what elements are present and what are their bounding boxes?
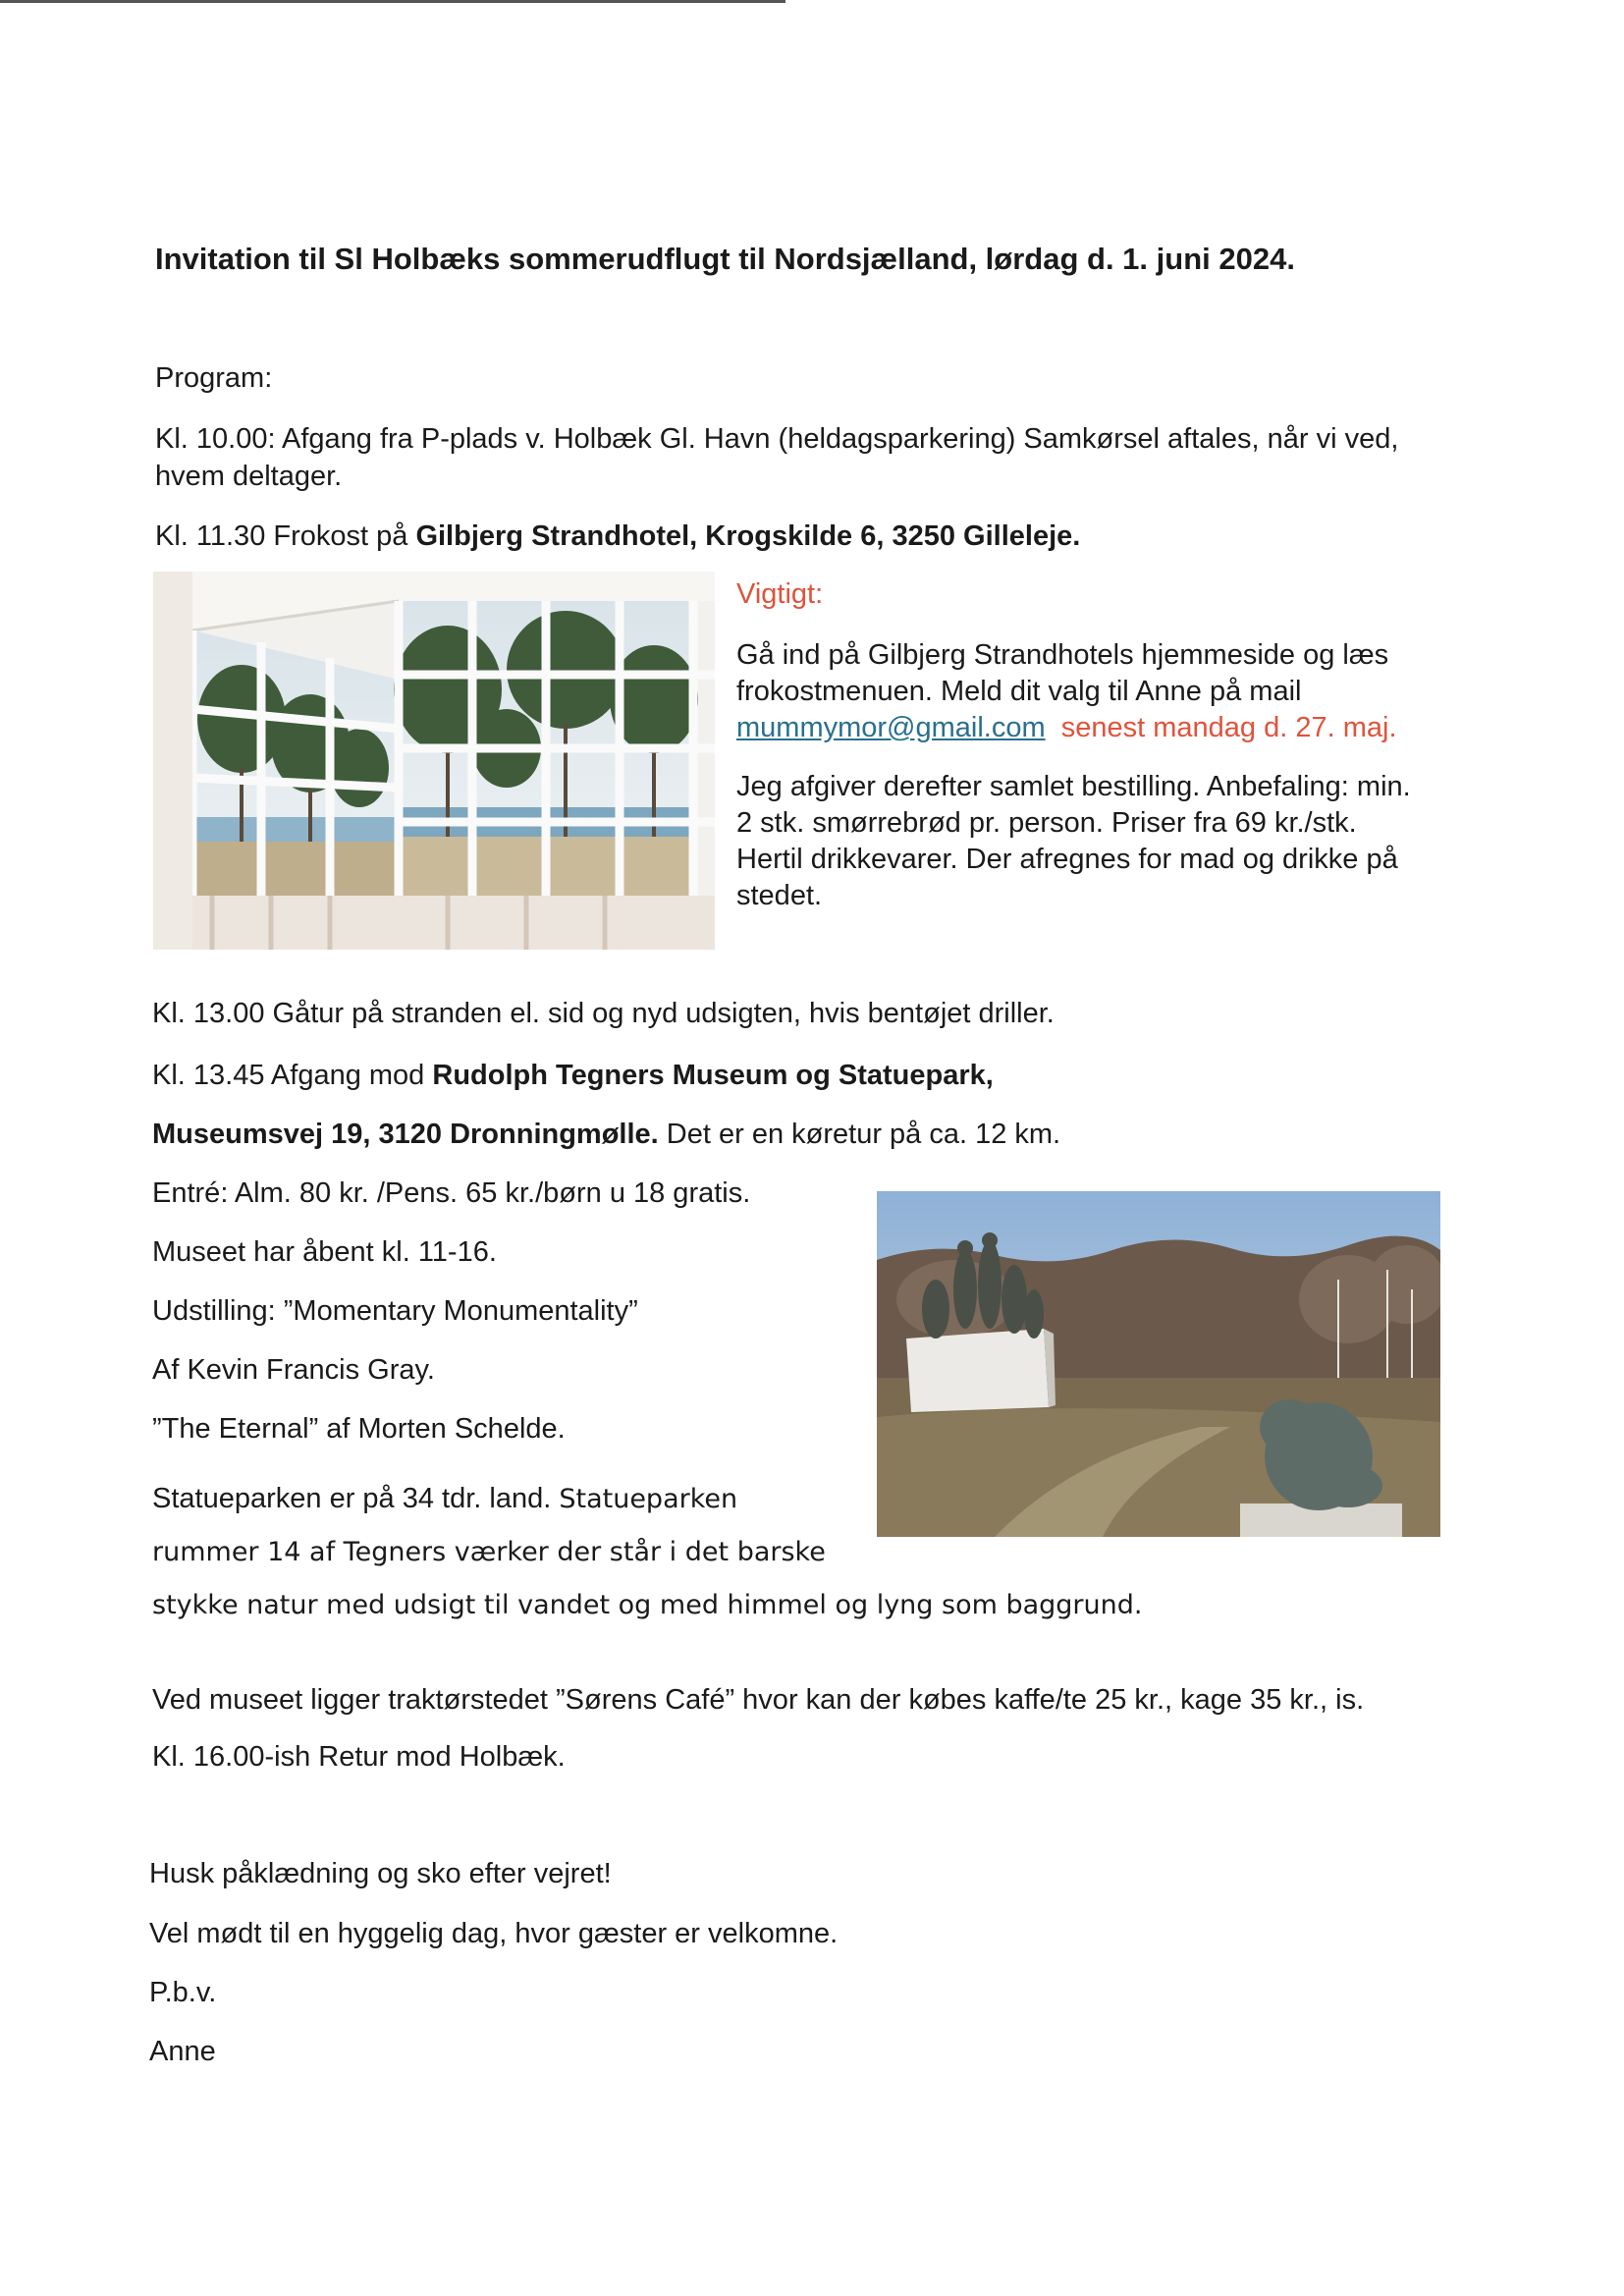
park-description-start: Statueparken [559, 1484, 738, 1514]
page-title: Invitation til Sl Holbæks sommerudflugt til Nordsjælland, lørdag d. 1. juni 2024. [155, 242, 1295, 276]
cafe-info: Ved museet ligger traktørstedet ”Sørens Café” hvor kan der købes kaffe/te 25 kr., kage 35 kr., is. [152, 1684, 1365, 1716]
museum-departure-prefix: Kl. 13.45 Afgang mod [152, 1060, 433, 1091]
clothing-reminder: Husk påklædning og sko efter vejret! [149, 1858, 612, 1889]
program-label: Program: [155, 362, 273, 394]
scan-edge-line [0, 0, 785, 3]
park-description-line2: rummer 14 af Tegners værker der står i det barske [152, 1537, 826, 1567]
order-line4: stedet. [736, 880, 823, 911]
item-museum-departure [152, 1057, 994, 1094]
signature-name: Anne [149, 2036, 216, 2067]
pbv-line: P.b.v. [149, 1977, 217, 2008]
museum-drive: Det er en køretur på ca. 12 km. [658, 1119, 1061, 1150]
museum-address: Museumsvej 19, 3120 Dronningmølle. [152, 1119, 659, 1150]
museum-address-line [152, 1116, 1060, 1153]
park-area-line [152, 1480, 737, 1518]
important-heading: Vigtigt: [736, 578, 824, 610]
item-lunch-venue: Gilbjerg Strandhotel, Krogskilde 6, 3250 Gilleleje. [415, 520, 1081, 552]
item-departure-line2: hvem deltager. [155, 461, 343, 492]
item-lunch [155, 518, 1080, 555]
hotel-veranda-photo [153, 572, 715, 950]
deadline-text: senest mandag d. 27. maj. [1060, 712, 1397, 743]
museum-artist: Af Kevin Francis Gray. [152, 1354, 435, 1386]
item-walk: Kl. 13.00 Gåtur på stranden el. sid og nyd udsigten, hvis bentøjet driller. [152, 998, 1055, 1029]
museum-name: Rudolph Tegners Museum og Statuepark, [432, 1060, 994, 1091]
email-link[interactable]: mummymor@gmail.com [736, 712, 1046, 743]
item-departure-line1: Kl. 10.00: Afgang fra P-plads v. Holbæk Gl. Havn (heldagsparkering) Samkørsel aftales, når vi ved, [155, 423, 1399, 455]
return-info: Kl. 16.00-ish Retur mod Holbæk. [152, 1741, 566, 1773]
important-line2: frokostmenuen. Meld dit valg til Anne på mail [736, 676, 1302, 707]
item-lunch-prefix: Kl. 11.30 Frokost på [155, 520, 416, 552]
order-line3: Hertil drikkevarer. Der afregnes for mad og drikke på [736, 844, 1398, 875]
order-line1: Jeg afgiver derefter samlet bestilling. Anbefaling: min. [736, 771, 1411, 802]
park-area: Statueparken er på 34 tdr. land. [152, 1483, 560, 1514]
important-line3 [736, 709, 1397, 746]
museum-hours: Museet har åbent kl. 11-16. [152, 1236, 497, 1268]
welcome-line: Vel mødt til en hyggelig dag, hvor gæster er velkomne. [149, 1918, 839, 1949]
important-line1: Gå ind på Gilbjerg Strandhotels hjemmeside og læs [736, 639, 1389, 671]
order-line2: 2 stk. smørrebrød pr. person. Priser fra 69 kr./stk. [736, 807, 1357, 839]
statue-park-photo [877, 1191, 1440, 1537]
museum-eternal: ”The Eternal” af Morten Schelde. [152, 1413, 566, 1445]
museum-exhibition: Udstilling: ”Momentary Monumentality” [152, 1295, 638, 1327]
museum-entry: Entré: Alm. 80 kr. /Pens. 65 kr./børn u 18 gratis. [152, 1177, 751, 1209]
park-description-line3: stykke natur med udsigt til vandet og med himmel og lyng som baggrund. [152, 1590, 1143, 1620]
